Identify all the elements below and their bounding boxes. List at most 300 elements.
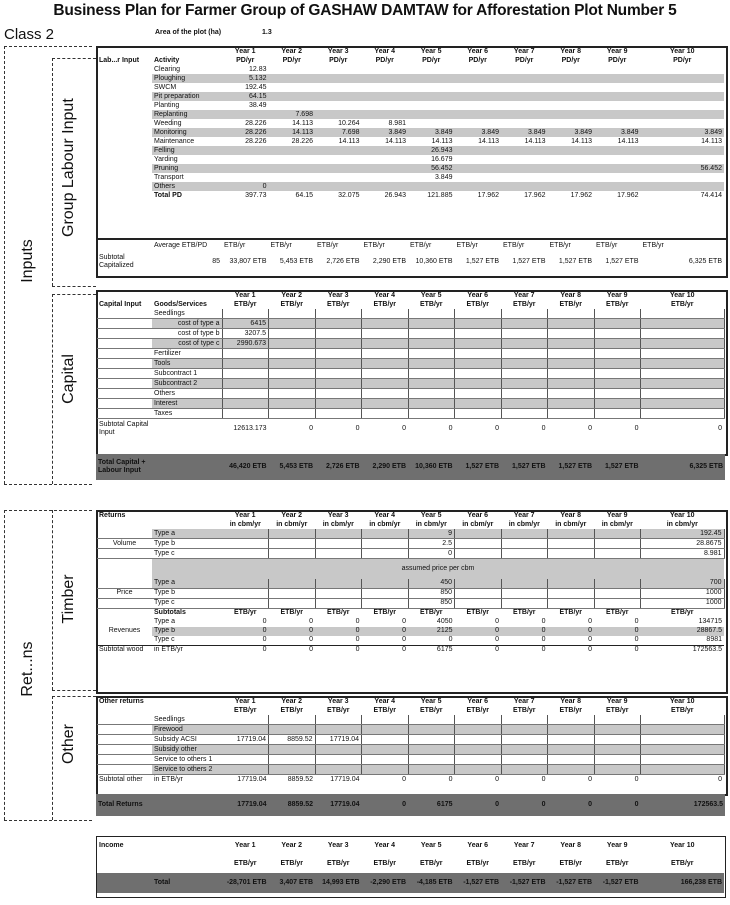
capital-row bbox=[97, 379, 724, 389]
pd-value: 5.132 bbox=[222, 74, 269, 83]
capital-value bbox=[222, 379, 269, 389]
capital-value bbox=[455, 359, 502, 369]
pd-value bbox=[362, 173, 409, 182]
pd-value bbox=[548, 92, 595, 101]
labour-table bbox=[97, 47, 724, 200]
header-label: Goods/Services bbox=[154, 300, 207, 308]
capital-value bbox=[362, 349, 409, 359]
year-header: Year 6 bbox=[467, 842, 489, 850]
revenue-value: 0 bbox=[402, 618, 406, 626]
empty-cell bbox=[97, 164, 152, 173]
unit-header: ETB/yr bbox=[373, 706, 397, 714]
inputs-outline-bottom bbox=[4, 484, 92, 485]
other-table bbox=[97, 697, 725, 784]
capital-value bbox=[548, 309, 595, 319]
unit-header: ETB/yr bbox=[559, 860, 583, 868]
capital-value bbox=[455, 339, 502, 349]
income-value: -1,527 ETB bbox=[455, 873, 502, 893]
pd-value: 14.113 bbox=[524, 137, 546, 145]
volume-row bbox=[97, 529, 724, 539]
capital-value bbox=[455, 369, 502, 379]
capital-subtotal-row bbox=[97, 419, 724, 439]
revenue-value: 0 bbox=[541, 618, 546, 626]
pd-value: 7.698 bbox=[269, 110, 316, 119]
pd-value bbox=[315, 65, 362, 74]
capital-value bbox=[594, 409, 641, 419]
avg-unit: ETB/yr bbox=[270, 241, 292, 249]
capital-value bbox=[222, 389, 269, 399]
capital-value bbox=[269, 369, 316, 379]
labour-row bbox=[97, 164, 724, 173]
volume-value bbox=[594, 529, 641, 539]
capital-row bbox=[97, 399, 724, 409]
revenue-value: 28867.5 bbox=[641, 627, 725, 636]
capital-value: 2990.673 bbox=[222, 339, 269, 349]
other-value bbox=[594, 745, 641, 755]
empty-cell bbox=[97, 137, 152, 146]
goods-name: Fertilizer bbox=[152, 349, 222, 359]
year-header: Year 5 bbox=[420, 47, 442, 55]
other-value bbox=[222, 755, 269, 765]
price-value bbox=[455, 579, 502, 589]
price-value: 700 bbox=[641, 579, 725, 589]
income-value: -2,290 ETB bbox=[362, 873, 409, 893]
empty-cell bbox=[97, 92, 152, 101]
capital-value bbox=[269, 319, 316, 329]
capital-value bbox=[455, 379, 502, 389]
total-value: 10,360 ETB bbox=[408, 454, 455, 480]
year-header: Year 9 bbox=[606, 291, 628, 299]
pd-value bbox=[222, 173, 269, 182]
other-value bbox=[455, 725, 502, 735]
revenue-value: 0 bbox=[355, 636, 360, 644]
pd-value bbox=[269, 65, 316, 74]
pd-value bbox=[594, 110, 641, 119]
unit-header: ETB/yr bbox=[605, 860, 629, 868]
capital-value bbox=[594, 379, 641, 389]
header-row bbox=[97, 520, 724, 529]
capital-value bbox=[222, 369, 269, 379]
pd-value bbox=[269, 155, 316, 164]
volume-value bbox=[222, 549, 269, 559]
subtotal-other-value: 17719.04 bbox=[315, 775, 362, 785]
volume-value bbox=[315, 539, 362, 549]
other-row bbox=[97, 745, 724, 755]
pd-value bbox=[455, 110, 502, 119]
pd-value bbox=[548, 164, 595, 173]
total-value: 1,527 ETB bbox=[594, 454, 641, 480]
year-header: Year 1 bbox=[234, 47, 256, 55]
returns-outline-left bbox=[4, 510, 5, 820]
group-labour-label: Group Labour Input bbox=[60, 98, 77, 237]
subtotal-value: 0 bbox=[362, 419, 409, 439]
price-row bbox=[97, 598, 724, 608]
other-value bbox=[548, 745, 595, 755]
income-value: 14,993 ETB bbox=[315, 873, 362, 893]
activity-name: Clearing bbox=[154, 65, 181, 73]
other-value bbox=[222, 745, 269, 755]
unit-header: PD/yr bbox=[468, 56, 487, 64]
unit-header: in cbm/yr bbox=[555, 520, 587, 528]
capital-value bbox=[501, 379, 548, 389]
pd-value bbox=[594, 119, 641, 128]
capital-value bbox=[315, 369, 362, 379]
income-value: -1,527 ETB bbox=[501, 873, 548, 893]
pd-value: 56.452 bbox=[641, 164, 725, 173]
capital-value bbox=[315, 309, 362, 319]
header-row bbox=[97, 511, 724, 520]
year-header: Year 7 bbox=[513, 291, 535, 299]
pd-value: 192.45 bbox=[245, 83, 267, 91]
capital-value bbox=[548, 399, 595, 409]
labour-row bbox=[97, 92, 724, 101]
capital-value bbox=[408, 379, 455, 389]
empty-cell bbox=[97, 339, 152, 349]
total-value: 5,453 ETB bbox=[269, 454, 316, 480]
other-value bbox=[362, 755, 409, 765]
pd-value bbox=[315, 146, 362, 155]
subtotal-value: 0 bbox=[455, 419, 502, 439]
total-pd-value: 17.962 bbox=[524, 191, 546, 199]
price-value bbox=[222, 588, 269, 598]
other-value: 8859.52 bbox=[269, 735, 316, 745]
pd-value bbox=[315, 164, 362, 173]
header-empty bbox=[97, 47, 152, 56]
subtotal-other-unit: in ETB/yr bbox=[152, 775, 222, 785]
header-empty bbox=[152, 697, 222, 706]
revenue-value: 0 bbox=[402, 636, 406, 644]
unit-header: ETB/yr bbox=[466, 609, 490, 617]
capital-value bbox=[455, 389, 502, 399]
revenue-value: 2125 bbox=[408, 627, 455, 636]
other-row bbox=[97, 735, 724, 745]
pd-value: 26.943 bbox=[408, 146, 455, 155]
header-row bbox=[97, 697, 724, 706]
unit-header: ETB/yr bbox=[373, 609, 397, 617]
other-value bbox=[362, 715, 409, 725]
pd-value bbox=[548, 182, 595, 191]
price-value bbox=[315, 598, 362, 608]
volume-value bbox=[455, 529, 502, 539]
capital-value bbox=[315, 319, 362, 329]
capital-value bbox=[641, 379, 725, 389]
activity-name: Monitoring bbox=[152, 128, 222, 137]
year-header: Year 10 bbox=[669, 47, 695, 55]
capital-value bbox=[641, 399, 725, 409]
returns-outline-bottom bbox=[4, 820, 92, 821]
pd-value: 7.698 bbox=[315, 128, 362, 137]
capital-value bbox=[315, 349, 362, 359]
price-value: 450 bbox=[408, 579, 455, 589]
capital-value bbox=[408, 409, 455, 419]
volume-value bbox=[362, 549, 409, 559]
unit-header: ETB/yr bbox=[233, 860, 257, 868]
other-value bbox=[222, 715, 269, 725]
year-header: Year 4 bbox=[374, 47, 396, 55]
pd-value bbox=[641, 119, 725, 128]
revenue-value: 0 bbox=[262, 636, 267, 644]
capital-value bbox=[408, 399, 455, 409]
year-header: Year 3 bbox=[327, 511, 349, 519]
total-returns-value: 0 bbox=[594, 794, 641, 816]
income-header: Income bbox=[99, 842, 124, 850]
capital-value bbox=[501, 389, 548, 399]
capital-value bbox=[641, 359, 725, 369]
pd-value bbox=[501, 146, 548, 155]
other-value bbox=[222, 725, 269, 735]
header-row bbox=[97, 855, 724, 873]
capital-value bbox=[222, 309, 269, 319]
header-row bbox=[97, 837, 724, 855]
empty-cell bbox=[97, 309, 152, 319]
other-value bbox=[269, 745, 316, 755]
unit-header: ETB/yr bbox=[373, 860, 397, 868]
empty-cell bbox=[97, 735, 152, 745]
volume-value: 2.5 bbox=[408, 539, 455, 549]
year-header: Year 2 bbox=[281, 697, 303, 705]
total-value: 1,527 ETB bbox=[455, 454, 502, 480]
header-row bbox=[97, 47, 724, 56]
unit-header: ETB/yr bbox=[559, 300, 583, 308]
price-value bbox=[315, 588, 362, 598]
price-value bbox=[501, 598, 548, 608]
capital-value bbox=[594, 349, 641, 359]
header-empty bbox=[152, 511, 222, 520]
capital-value bbox=[408, 349, 455, 359]
unit-header: ETB/yr bbox=[280, 706, 304, 714]
pd-value bbox=[408, 110, 455, 119]
year-header: Year 1 bbox=[234, 291, 256, 299]
total-label: Total Capital + Labour Input bbox=[96, 454, 152, 480]
price-value bbox=[269, 598, 316, 608]
volume-value bbox=[455, 549, 502, 559]
price-value bbox=[594, 588, 641, 598]
avg-unit: ETB/yr bbox=[596, 241, 618, 249]
subtotal-value: 12613.173 bbox=[222, 419, 269, 439]
pd-value bbox=[548, 65, 595, 74]
volume-value bbox=[501, 539, 548, 549]
pd-value bbox=[641, 92, 725, 101]
empty-cell bbox=[97, 379, 152, 389]
unit-header: in cbm/yr bbox=[415, 520, 447, 528]
unit-header: ETB/yr bbox=[559, 706, 583, 714]
type-name: Type b bbox=[152, 627, 222, 636]
unit-header: PD/yr bbox=[673, 56, 692, 64]
pd-value bbox=[548, 110, 595, 119]
pd-value bbox=[408, 74, 455, 83]
revenue-value: 0 bbox=[501, 627, 548, 636]
total-pd-value: 397.73 bbox=[245, 191, 267, 199]
pd-value bbox=[641, 65, 725, 74]
pd-value bbox=[408, 92, 455, 101]
capital-value bbox=[455, 329, 502, 339]
unit-header: ETB/yr bbox=[419, 706, 443, 714]
other-value bbox=[548, 715, 595, 725]
pd-value: 3.849 bbox=[548, 128, 595, 137]
pd-value bbox=[641, 83, 725, 92]
capital-value bbox=[594, 399, 641, 409]
capital-value bbox=[269, 359, 316, 369]
other-value: 17719.04 bbox=[222, 735, 269, 745]
pd-value bbox=[269, 101, 316, 110]
capital-value bbox=[269, 329, 316, 339]
other-row bbox=[97, 755, 724, 765]
pd-value: 28.226 bbox=[245, 119, 267, 127]
revenue-value: 8981 bbox=[706, 636, 722, 644]
empty-cell bbox=[97, 191, 152, 200]
header-empty bbox=[152, 855, 222, 873]
other-name: Firewood bbox=[152, 725, 222, 735]
pd-value bbox=[315, 173, 362, 182]
capital-label: Capital bbox=[60, 354, 77, 404]
pd-value bbox=[641, 155, 725, 164]
volume-row bbox=[97, 549, 724, 559]
subtotal-value: 0 bbox=[548, 419, 595, 439]
revenue-value: 0 bbox=[548, 627, 595, 636]
revenue-value: 0 bbox=[222, 627, 269, 636]
pd-value bbox=[362, 146, 409, 155]
empty-cell bbox=[152, 419, 222, 439]
revenue-value: 0 bbox=[355, 618, 360, 626]
subtotals-label: Subtotals bbox=[154, 609, 186, 617]
income-value: 3,407 ETB bbox=[269, 873, 316, 893]
subtotal-other-value: 0 bbox=[641, 775, 725, 785]
other-value bbox=[501, 745, 548, 755]
timber-label: Timber bbox=[60, 574, 77, 624]
subtotal-wood-value: 0 bbox=[548, 645, 595, 655]
unit-header: ETB/yr bbox=[605, 706, 629, 714]
empty-cell bbox=[152, 794, 222, 816]
year-header: Year 10 bbox=[669, 291, 695, 299]
volume-value: 9 bbox=[408, 529, 455, 539]
year-header: Year 3 bbox=[327, 697, 349, 705]
other-row bbox=[97, 725, 724, 735]
empty-cell bbox=[97, 389, 152, 399]
subtotal-value: 0 bbox=[315, 419, 362, 439]
pd-value bbox=[408, 65, 455, 74]
year-header: Year 2 bbox=[281, 842, 303, 850]
subtotal-wood-value: 0 bbox=[362, 645, 409, 655]
other-value bbox=[408, 745, 455, 755]
capital-value bbox=[315, 339, 362, 349]
total-returns-row bbox=[96, 794, 725, 816]
empty-cell bbox=[97, 319, 152, 329]
pd-value bbox=[315, 182, 362, 191]
subtotal-value: 2,290 ETB bbox=[372, 258, 406, 266]
other-name: Service to others 1 bbox=[152, 755, 222, 765]
capital-value bbox=[594, 389, 641, 399]
unit-header: PD/yr bbox=[608, 56, 627, 64]
subtotal-wood-value: 0 bbox=[315, 645, 362, 655]
subtotal-wood-label: Subtotal wood bbox=[97, 645, 152, 655]
unit-header: in cbm/yr bbox=[322, 520, 354, 528]
other-value bbox=[594, 755, 641, 765]
total-pd-value: 17.962 bbox=[570, 191, 592, 199]
total-pd-value: 64.15 bbox=[295, 191, 313, 199]
capital-value bbox=[222, 349, 269, 359]
other-value bbox=[269, 715, 316, 725]
pd-value bbox=[455, 92, 502, 101]
capital-value bbox=[408, 339, 455, 349]
pd-value bbox=[455, 173, 502, 182]
avg-unit: ETB/yr bbox=[317, 241, 339, 249]
price-value bbox=[362, 598, 409, 608]
subtotal-other-value: 0 bbox=[548, 775, 595, 785]
total-returns-value: 17719.04 bbox=[222, 794, 269, 816]
subtotal-wood-value: 6175 bbox=[408, 645, 455, 655]
pd-value bbox=[222, 146, 269, 155]
pd-value: 38.49 bbox=[248, 101, 267, 109]
pd-value: 0 bbox=[222, 182, 269, 191]
subtotal-value: 0 bbox=[408, 419, 455, 439]
empty-cell bbox=[97, 146, 152, 155]
year-header: Year 7 bbox=[513, 511, 535, 519]
capital-value bbox=[315, 359, 362, 369]
year-header: Year 5 bbox=[420, 291, 442, 299]
pd-value: 28.226 bbox=[291, 137, 313, 145]
pd-value bbox=[548, 173, 595, 182]
year-header: Year 7 bbox=[513, 47, 535, 55]
other-label: Other bbox=[60, 724, 77, 765]
pd-value bbox=[501, 110, 548, 119]
volume-value bbox=[269, 539, 316, 549]
capital-row bbox=[97, 369, 724, 379]
year-header: Year 4 bbox=[374, 511, 396, 519]
capital-value bbox=[315, 329, 362, 339]
income-value: -1,527 ETB bbox=[594, 873, 641, 893]
capital-value bbox=[501, 339, 548, 349]
empty-cell bbox=[97, 74, 152, 83]
avg-unit: ETB/yr bbox=[456, 241, 478, 249]
pd-value bbox=[455, 164, 502, 173]
pd-value bbox=[362, 182, 409, 191]
capital-value bbox=[501, 409, 548, 419]
unit-header: ETB/yr bbox=[280, 300, 304, 308]
year-header: Year 7 bbox=[513, 842, 535, 850]
capital-value bbox=[501, 309, 548, 319]
capital-value bbox=[408, 369, 455, 379]
other-value bbox=[641, 735, 725, 745]
year-header: Year 5 bbox=[420, 842, 442, 850]
price-value: 850 bbox=[408, 598, 455, 608]
income-value: -1,527 ETB bbox=[548, 873, 595, 893]
year-header: Year 8 bbox=[560, 842, 582, 850]
year-header: Year 8 bbox=[560, 697, 582, 705]
labour-row bbox=[97, 128, 724, 137]
year-header: Year 9 bbox=[606, 697, 628, 705]
pd-value bbox=[362, 74, 409, 83]
avg-label: Average ETB/PD bbox=[154, 241, 208, 249]
empty-cell bbox=[152, 454, 222, 480]
year-header: Year 6 bbox=[467, 291, 489, 299]
unit-header: ETB/yr bbox=[605, 609, 629, 617]
goods-name: Subcontract 2 bbox=[152, 379, 222, 389]
area-label: Area of the plot (ha) bbox=[155, 29, 222, 36]
pd-value: 64.15 bbox=[222, 92, 269, 101]
unit-header: ETB/yr bbox=[605, 300, 629, 308]
income-value: -28,701 ETB bbox=[222, 873, 269, 893]
unit-header: in cbm/yr bbox=[229, 520, 261, 528]
unit-header: ETB/yr bbox=[512, 300, 536, 308]
pd-value bbox=[315, 101, 362, 110]
pd-value: 14.113 bbox=[701, 137, 722, 145]
other-name: Service to others 2 bbox=[152, 765, 222, 775]
capital-value bbox=[315, 409, 362, 419]
capital-value bbox=[548, 379, 595, 389]
subtotal-other-value: 0 bbox=[594, 775, 641, 785]
subtotal-value: 10,360 ETB bbox=[415, 258, 453, 266]
price-value bbox=[548, 588, 595, 598]
